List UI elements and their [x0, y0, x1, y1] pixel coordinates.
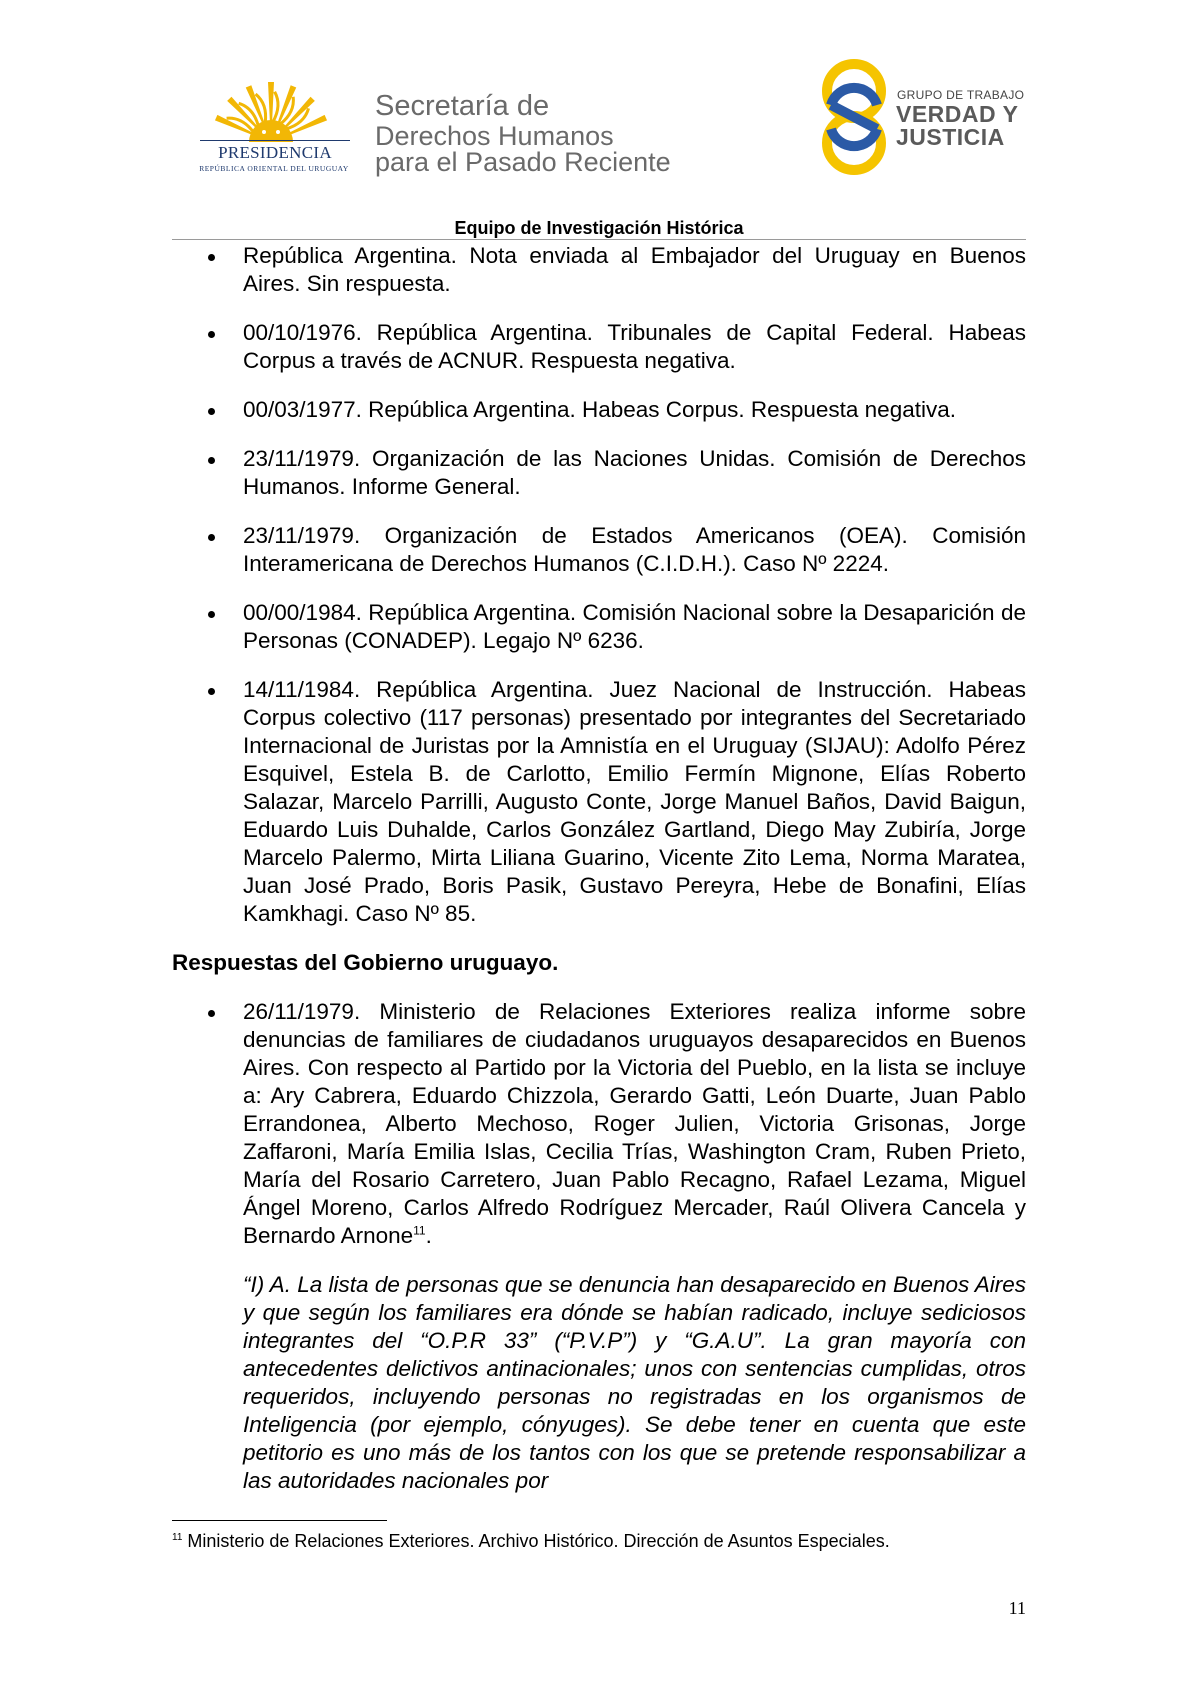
presidencia-title: PRESIDENCIA — [218, 143, 332, 162]
gvj-line-1: GRUPO DE TRABAJO — [897, 88, 1025, 102]
document-body — [172, 242, 1026, 1495]
verdad-justicia-rings-logo — [818, 55, 898, 180]
footnote-rule — [172, 1520, 387, 1521]
bullet-icon — [208, 611, 215, 618]
secretaria-line-3: para el Pasado Reciente — [375, 147, 671, 177]
bullet-icon — [208, 254, 215, 261]
bullet-icon — [208, 534, 215, 541]
footnote-text: Ministerio de Relaciones Exteriores. Archivo Histórico. Dirección de Asuntos Especiales. — [182, 1531, 890, 1551]
footnote — [172, 1530, 1026, 1552]
bullet-icon — [208, 1010, 215, 1017]
list-item: 00/03/1977. República Argentina. Habeas Corpus. Respuesta negativa. — [172, 396, 1026, 424]
responses-list — [172, 998, 1026, 1250]
page-number: 11 — [1008, 1598, 1026, 1618]
list-item: República Argentina. Nota enviada al Embajador del Uruguay en Buenos Aires. Sin respuesta. — [172, 242, 1026, 298]
footnote-ref: 11 — [413, 1223, 426, 1238]
presidencia-divider — [200, 140, 350, 141]
actions-list — [172, 242, 1026, 928]
list-item: 23/11/1979. Organización de Estados Americanos (OEA). Comisión Interamericana de Derechos Humanos (C.I.D.H.). Caso Nº 2224. — [172, 522, 1026, 578]
bullet-icon — [208, 457, 215, 464]
gvj-line-3: JUSTICIA — [896, 124, 1005, 150]
presidencia-subtitle: REPÚBLICA ORIENTAL DEL URUGUAY — [199, 164, 349, 173]
list-item: 00/10/1976. República Argentina. Tribunales de Capital Federal. Habeas Corpus a través de ACNUR. Respuesta negativa. — [172, 319, 1026, 375]
bullet-icon — [208, 408, 215, 415]
header-rule — [172, 239, 1026, 240]
footnote-number: 11 — [172, 1532, 183, 1543]
quote-block: “I) A. La lista de personas que se denuncia han desaparecido en Buenos Aires y que según los familiares era dónde se habían radicado, incluye sediciosos integrantes del “O.P.R 33” (“P.V.P”) y “G.A.U”. La gran mayoría con antecedentes delictivos antinacionales; unos con sentencias cumplidas, otros requeridos, incluyendo personas no registradas en los organismos de Inteligencia (por ejemplo, cónyuges). Se debe tener en cuenta que este petitorio es uno más de los tantos con los que se pretende responsabilizar a las autoridades nacionales por — [243, 1272, 1026, 1493]
team-name: Equipo de Investigación Histórica — [454, 218, 744, 238]
secretaria-line-1: Secretaría de — [375, 90, 550, 122]
page-header — [0, 0, 1190, 238]
gvj-line-2: VERDAD Y — [896, 101, 1019, 127]
list-item: 26/11/1979. Ministerio de Relaciones Exteriores realiza informe sobre denuncias de familiares de ciudadanos uruguayos desaparecidos en Buenos Aires. Con respecto al Partido por la Victoria del Pueblo, en la lista se incluye a: Ary Cabrera, Eduardo Chizzola, Gerardo Gatti, León Duarte, Juan Pablo Errandonea, Alberto Mechoso, Roger Julien, Victoria Grisonas, Jorge Zaffaroni, María Emilia Islas, Cecilia Trías, Washington Cram, Ruben Prieto, María del Rosario Carretero, Juan Pablo Recagno, Rafael Lezama, Miguel Ángel Moreno, Carlos Alfredo Rodríguez Mercader, Raúl Olivera Cancela y Bernardo Arnone$^{11}$. — [172, 998, 1026, 1250]
section-heading: Respuestas del Gobierno uruguayo. — [172, 950, 559, 975]
secretaria-line-2: Derechos Humanos — [375, 121, 614, 151]
bullet-icon — [208, 688, 215, 695]
list-item: 14/11/1984. República Argentina. Juez Nacional de Instrucción. Habeas Corpus colectivo (117 personas) presentado por integrantes del Secretariado Internacional de Juristas por la Amnistía en el Uruguay (SIJAU): Adolfo Pérez Esquivel, Estela B. de Carlotto, Emilio Fermín Mignone, Elías Roberto Salazar, Marcelo Parrilli, Augusto Conte, Jorge Manuel Baños, David Baigun, Eduardo Luis Duhalde, Carlos González Gartland, Diego May Zubiría, Jorge Marcelo Palermo, Mirta Liliana Guarino, Vicente Zito Lema, Norma Maratea, Juan José Prado, Boris Pasik, Gustavo Pereyra, Hebe de Bonafini, Elías Kamkhagi. Caso Nº 85. — [172, 676, 1026, 928]
list-item: 00/00/1984. República Argentina. Comisión Nacional sobre la Desaparición de Personas (CONADEP). Legajo Nº 6236. — [172, 599, 1026, 655]
list-item: 23/11/1979. Organización de las Naciones Unidas. Comisión de Derechos Humanos. Informe General. — [172, 445, 1026, 501]
bullet-icon — [208, 331, 215, 338]
